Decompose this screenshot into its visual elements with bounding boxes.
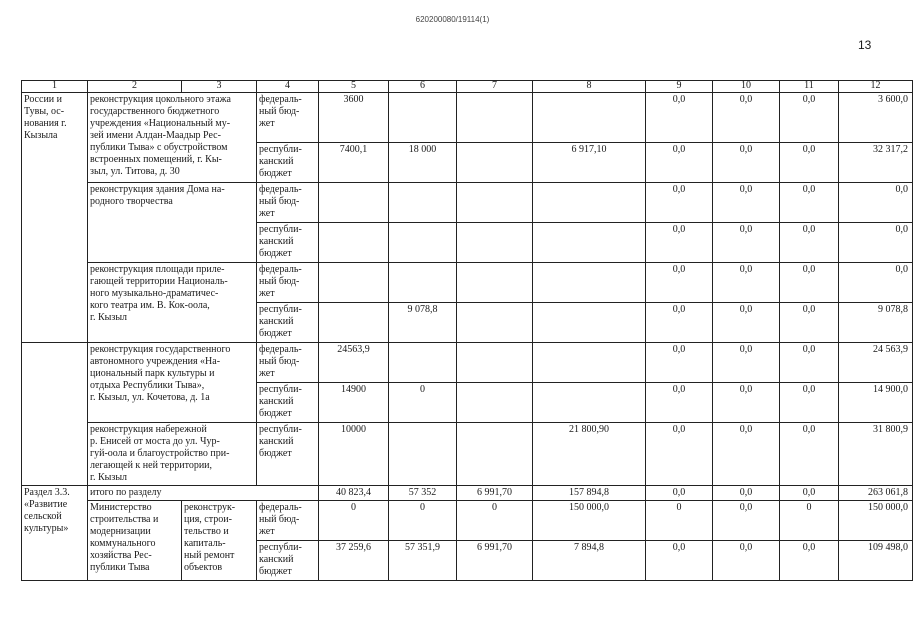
value-col-11: 0,0 [780, 343, 839, 383]
value-col-11: 0,0 [780, 143, 839, 183]
value-col-11: 0,0 [780, 263, 839, 303]
value-col-7: 6 991,70 [457, 541, 533, 581]
budget-source: федераль- ный бюд- жет [257, 93, 319, 143]
value-col-10: 0,0 [713, 501, 780, 541]
value-col-10: 0,0 [713, 143, 780, 183]
value-col-6 [389, 93, 457, 143]
value-col-8 [533, 223, 646, 263]
project-description: реконструкция государственного автономного учреждения «На- циональный парк культуры и отдыха Республики Тыва», г. Кызыл, ул. Кочетова, д. 1а [88, 343, 257, 423]
value-col-12: 0,0 [839, 223, 913, 263]
value-col-11: 0 [780, 501, 839, 541]
budget-source: республи- канский бюджет [257, 383, 319, 423]
value-col-11: 0,0 [780, 93, 839, 143]
project-description: реконструкция площади приле- гающей территории Националь- ного музыкально-драматичес- кого театра им. В. Кок-оола, г. Кызыл [88, 263, 257, 343]
value-col-8 [533, 93, 646, 143]
value-col-11: 0,0 [780, 223, 839, 263]
value-col-5 [319, 303, 389, 343]
column-number-row [22, 81, 913, 93]
column-number-10: 10 [713, 81, 780, 93]
value-col-9: 0,0 [646, 303, 713, 343]
value-col-12: 14 900,0 [839, 383, 913, 423]
value-col-12: 24 563,9 [839, 343, 913, 383]
value-col-10: 0,0 [713, 183, 780, 223]
table-row [22, 343, 913, 383]
value-col-5: 7400,1 [319, 143, 389, 183]
value-col-12: 0,0 [839, 183, 913, 223]
value-col-7 [457, 143, 533, 183]
value-col-12: 31 800,9 [839, 423, 913, 486]
activity-cell: реконструк- ция, строи- тельство и капиталь- ный ремонт объектов [182, 501, 257, 581]
value-col-8 [533, 263, 646, 303]
value-col-10: 0,0 [713, 343, 780, 383]
value-col-10: 0,0 [713, 486, 780, 501]
budget-table [21, 80, 913, 581]
table-row [22, 501, 913, 541]
value-col-7 [457, 423, 533, 486]
value-col-6 [389, 343, 457, 383]
value-col-10: 0,0 [713, 383, 780, 423]
value-col-9: 0,0 [646, 93, 713, 143]
value-col-11: 0,0 [780, 383, 839, 423]
column-number-5: 5 [319, 81, 389, 93]
table-row [22, 93, 913, 143]
value-col-10: 0,0 [713, 303, 780, 343]
section-total-row [22, 486, 913, 501]
value-col-9: 0,0 [646, 223, 713, 263]
value-col-6 [389, 183, 457, 223]
executor-cell: Министерство строительства и модернизации коммунального хозяйства Рес- публики Тыва [88, 501, 182, 581]
value-col-8 [533, 383, 646, 423]
column-number-1: 1 [22, 81, 88, 93]
value-col-7 [457, 383, 533, 423]
value-col-10: 0,0 [713, 423, 780, 486]
value-col-11: 0,0 [780, 486, 839, 501]
value-col-9: 0,0 [646, 423, 713, 486]
budget-source: федераль- ный бюд- жет [257, 343, 319, 383]
budget-source: республи- канский бюджет [257, 143, 319, 183]
value-col-9: 0,0 [646, 183, 713, 223]
value-col-11: 0,0 [780, 303, 839, 343]
value-col-10: 0,0 [713, 93, 780, 143]
value-col-5 [319, 223, 389, 263]
value-col-7 [457, 263, 533, 303]
budget-source: республи- канский бюджет [257, 303, 319, 343]
page-number: 13 [858, 38, 872, 52]
budget-source: республи- канский бюджет [257, 541, 319, 581]
value-col-8: 6 917,10 [533, 143, 646, 183]
value-col-8: 7 894,8 [533, 541, 646, 581]
value-col-9: 0,0 [646, 383, 713, 423]
value-col-7 [457, 303, 533, 343]
value-col-9: 0 [646, 501, 713, 541]
value-col-5: 40 823,4 [319, 486, 389, 501]
value-col-9: 0,0 [646, 343, 713, 383]
document-id: 620200080/19114(1) [415, 15, 490, 24]
value-col-11: 0,0 [780, 541, 839, 581]
value-col-7 [457, 223, 533, 263]
column-number-9: 9 [646, 81, 713, 93]
column-number-8: 8 [533, 81, 646, 93]
value-col-8 [533, 303, 646, 343]
value-col-12: 3 600,0 [839, 93, 913, 143]
section-title: Раздел 3.3. «Развитие сельской культуры» [22, 486, 88, 581]
project-description: реконструкция цокольного этажа государственного бюджетного учреждения «Национальный му- зей имени Алдан-Маадыр Рес- публики Тыва» с обустройством встроенных помещений, г. Кы- зыл, ул. Титова, д. 30 [88, 93, 257, 183]
column-number-12: 12 [839, 81, 913, 93]
column-number-11: 11 [780, 81, 839, 93]
table-row [22, 423, 913, 486]
value-col-6: 0 [389, 383, 457, 423]
value-col-12: 0,0 [839, 263, 913, 303]
value-col-11: 0,0 [780, 423, 839, 486]
value-col-9: 0,0 [646, 263, 713, 303]
value-col-12: 9 078,8 [839, 303, 913, 343]
value-col-8 [533, 343, 646, 383]
budget-source: федераль- ный бюд- жет [257, 183, 319, 223]
value-col-12: 150 000,0 [839, 501, 913, 541]
value-col-7 [457, 183, 533, 223]
budget-source: республи- канский бюджет [257, 423, 319, 486]
value-col-6 [389, 423, 457, 486]
table-row [22, 263, 913, 303]
value-col-7 [457, 343, 533, 383]
value-col-7: 6 991,70 [457, 486, 533, 501]
budget-source: федераль- ный бюд- жет [257, 501, 319, 541]
value-col-9: 0,0 [646, 143, 713, 183]
value-col-8: 21 800,90 [533, 423, 646, 486]
value-col-6 [389, 263, 457, 303]
column-number-3: 3 [182, 81, 257, 93]
budget-source: республи- канский бюджет [257, 223, 319, 263]
value-col-8: 150 000,0 [533, 501, 646, 541]
value-col-6: 0 [389, 501, 457, 541]
value-col-5: 0 [319, 501, 389, 541]
value-col-5 [319, 183, 389, 223]
region-cell [22, 343, 88, 486]
value-col-10: 0,0 [713, 223, 780, 263]
value-col-5: 37 259,6 [319, 541, 389, 581]
value-col-10: 0,0 [713, 263, 780, 303]
value-col-6: 18 000 [389, 143, 457, 183]
budget-source: федераль- ный бюд- жет [257, 263, 319, 303]
total-label: итого по разделу [88, 486, 319, 501]
value-col-7 [457, 93, 533, 143]
column-number-7: 7 [457, 81, 533, 93]
value-col-6 [389, 223, 457, 263]
table-row [22, 183, 913, 223]
column-number-4: 4 [257, 81, 319, 93]
value-col-6: 57 351,9 [389, 541, 457, 581]
value-col-5: 14900 [319, 383, 389, 423]
value-col-12: 263 061,8 [839, 486, 913, 501]
value-col-11: 0,0 [780, 183, 839, 223]
value-col-5: 24563,9 [319, 343, 389, 383]
value-col-6: 9 078,8 [389, 303, 457, 343]
value-col-5: 10000 [319, 423, 389, 486]
value-col-10: 0,0 [713, 541, 780, 581]
value-col-5: 3600 [319, 93, 389, 143]
region-cell: России и Тувы, ос- нования г. Кызыла [22, 93, 88, 343]
value-col-12: 109 498,0 [839, 541, 913, 581]
value-col-9: 0,0 [646, 486, 713, 501]
value-col-9: 0,0 [646, 541, 713, 581]
value-col-12: 32 317,2 [839, 143, 913, 183]
column-number-6: 6 [389, 81, 457, 93]
column-number-2: 2 [88, 81, 182, 93]
value-col-5 [319, 263, 389, 303]
value-col-7: 0 [457, 501, 533, 541]
project-description: реконструкция набережной р. Енисей от моста до ул. Чур- гуй-оола и благоустройство при- легающей к ней территории, г. Кызыл [88, 423, 257, 486]
value-col-8: 157 894,8 [533, 486, 646, 501]
value-col-6: 57 352 [389, 486, 457, 501]
project-description: реконструкция здания Дома на- родного творчества [88, 183, 257, 263]
value-col-8 [533, 183, 646, 223]
